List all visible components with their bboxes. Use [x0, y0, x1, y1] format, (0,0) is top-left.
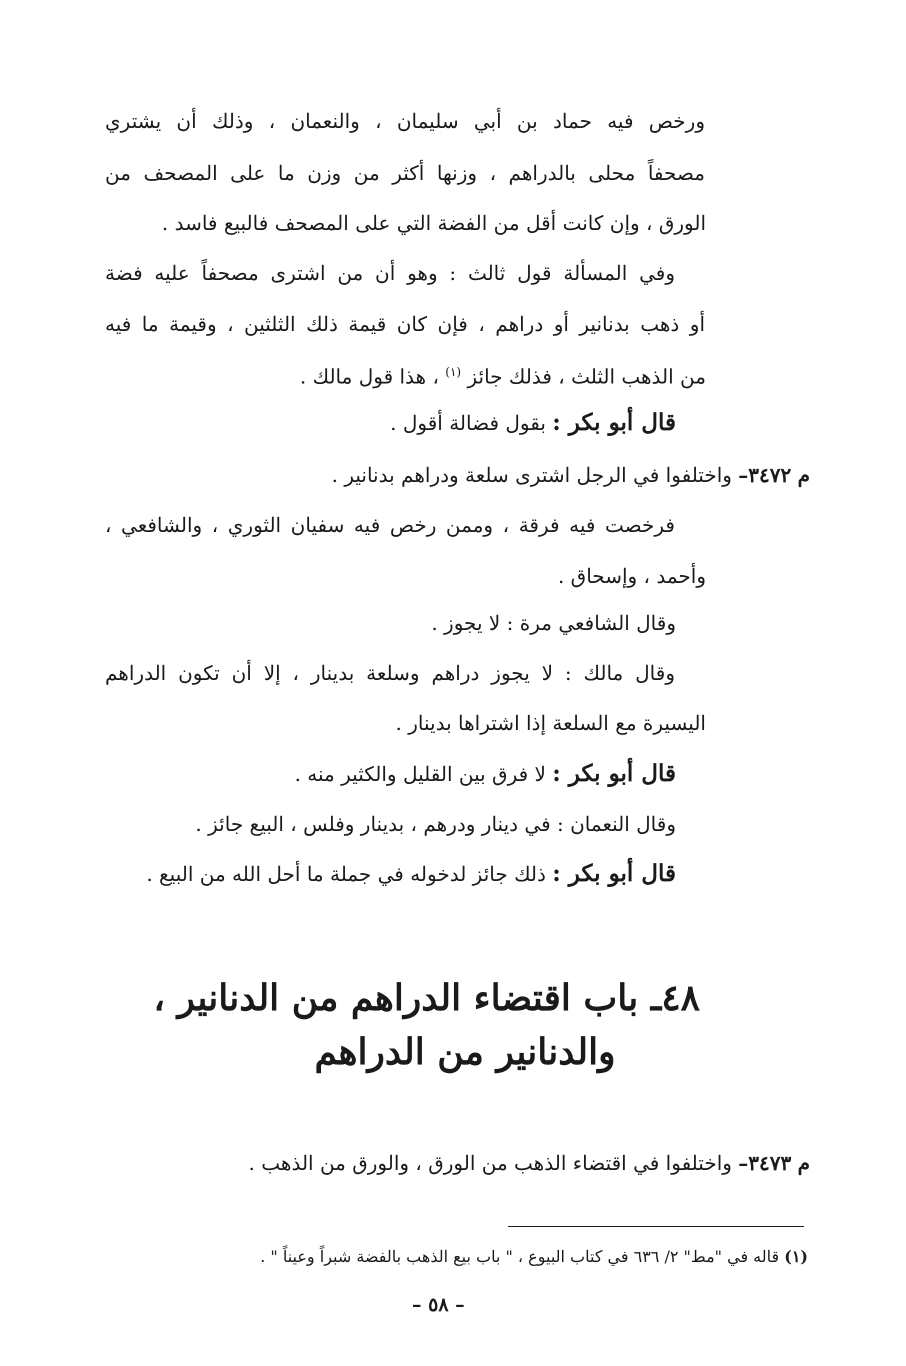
- footnote-separator: [508, 1226, 804, 1227]
- text-line: وفي المسألة قول ثالث : وهو أن من اشترى مصحفاً عليه فضة: [105, 261, 675, 285]
- abu-bakr-statement: [390, 408, 676, 438]
- speaker-label: قال أبو بكر :: [552, 860, 676, 887]
- speaker-label: قال أبو بكر :: [552, 760, 676, 787]
- entry-number: ٣٤٧٣–: [738, 1151, 792, 1175]
- chapter-title-line-2: والدنانير من الدراهم: [314, 1031, 616, 1073]
- entry-text: واختلفوا في الرجل اشترى سلعة ودراهم بدنانير .: [331, 463, 732, 487]
- footnote: [260, 1242, 808, 1272]
- page-number: – ٥٨ –: [412, 1294, 465, 1316]
- chapter-title-line-1: ٤٨ـ باب اقتضاء الدراهم من الدنانير ،: [153, 977, 700, 1019]
- text-line: وقال الشافعي مرة : لا يجوز .: [431, 611, 676, 635]
- entry-marker: م: [797, 1151, 810, 1175]
- text-line: وأحمد ، وإسحاق .: [557, 564, 706, 588]
- statement-text: ذلك جائز لدخوله في جملة ما أحل الله من البيع .: [146, 862, 546, 886]
- abu-bakr-statement: [146, 859, 676, 889]
- entry-3472: [332, 460, 810, 490]
- text-line: ورخص فيه حماد بن أبي سليمان ، والنعمان ، وذلك أن يشتري: [105, 109, 705, 133]
- statement-text: لا فرق بين القليل والكثير منه .: [294, 762, 546, 786]
- text-line: مصحفاً محلى بالدراهم ، وزنها أكثر من وزن ما على المصحف من: [105, 161, 705, 185]
- entry-marker: م: [797, 463, 810, 487]
- text-line: وقال النعمان : في دينار ودرهم ، بدينار وفلس ، البيع جائز .: [195, 812, 676, 836]
- footnote-reference[interactable]: (١): [445, 365, 462, 379]
- text-line: أو ذهب بدنانير أو دراهم ، فإن كان قيمة ذلك الثلثين ، وقيمة ما فيه: [105, 312, 706, 336]
- text-line: الورق ، وإن كانت أقل من الفضة التي على المصحف فالبيع فاسد .: [161, 211, 706, 235]
- entry-3473: [249, 1148, 810, 1178]
- footnote-text: قاله في "مط" ٢/ ٦٣٦ في كتاب البيوع ، " باب بيع الذهب بالفضة شبراً وعيناً " .: [260, 1247, 780, 1266]
- entry-number: ٣٤٧٢–: [738, 463, 792, 487]
- speaker-label: قال أبو بكر :: [552, 409, 676, 436]
- text-line: [300, 357, 706, 392]
- text-fragment: ، هذا قول مالك .: [299, 364, 439, 389]
- abu-bakr-statement: [295, 759, 676, 789]
- text-line: اليسيرة مع السلعة إذا اشتراها بدينار .: [395, 711, 706, 735]
- footnote-marker: (١): [784, 1247, 808, 1266]
- entry-text: واختلفوا في اقتضاء الذهب من الورق ، والورق من الذهب .: [248, 1151, 732, 1175]
- text-fragment: من الذهب الثلث ، فذلك جائز: [467, 364, 706, 389]
- text-line: فرخصت فيه فرقة ، وممن رخص فيه سفيان الثوري ، والشافعي ،: [105, 513, 675, 537]
- statement-text: بقول فضالة أقول .: [390, 411, 546, 435]
- text-line: وقال مالك : لا يجوز دراهم وسلعة بدينار ، إلا أن تكون الدراهم: [105, 661, 675, 685]
